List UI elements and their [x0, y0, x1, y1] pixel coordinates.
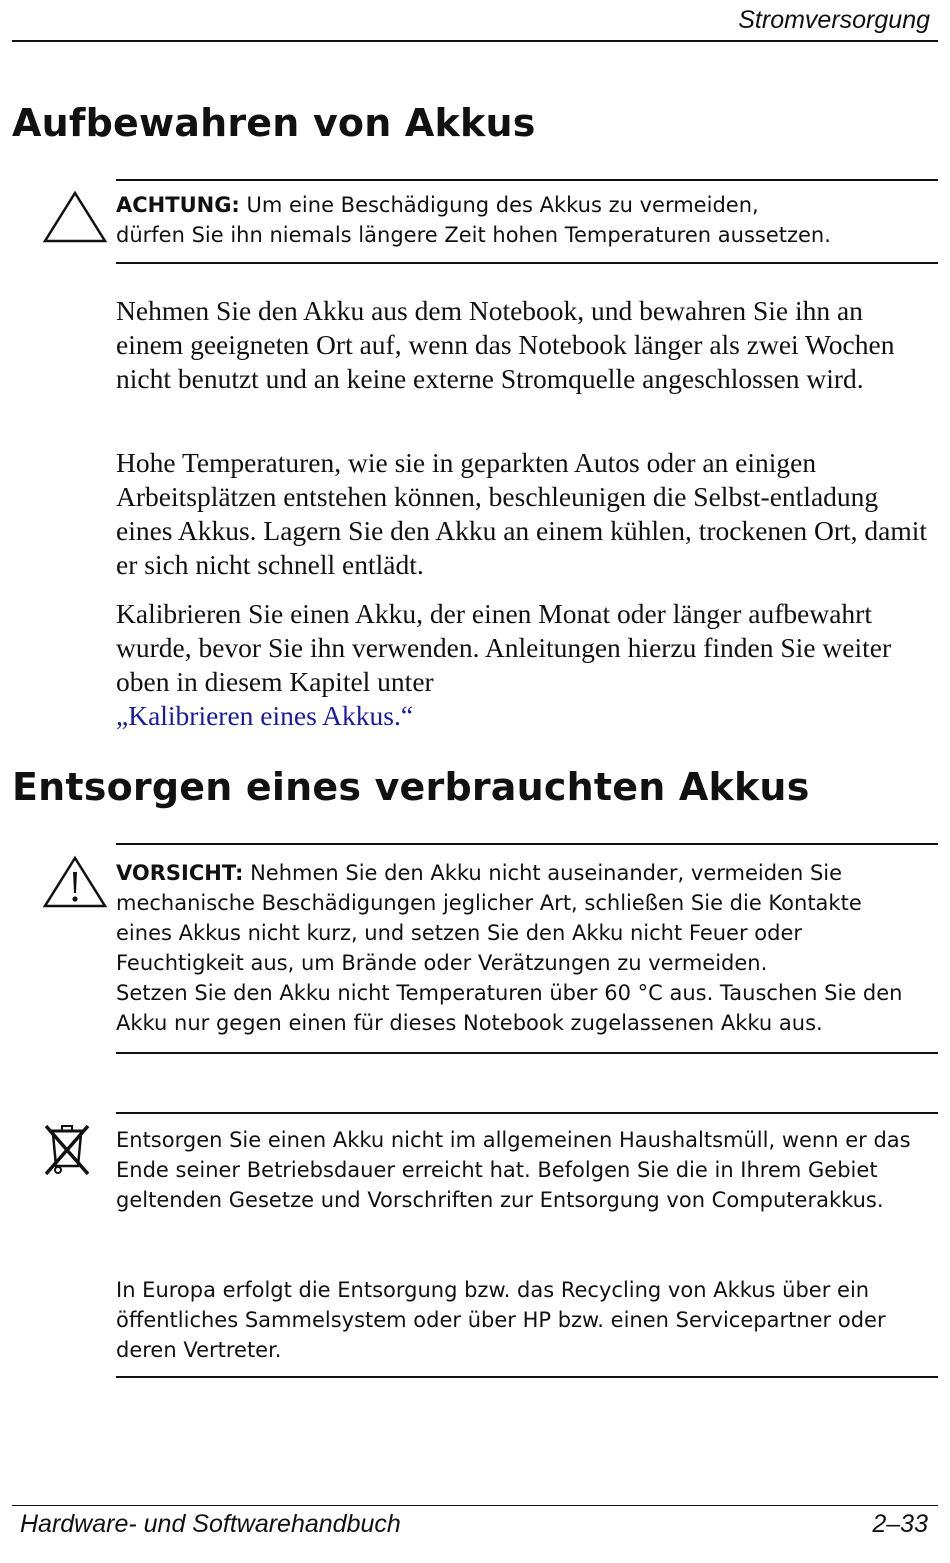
crossed-bin-icon — [44, 1122, 92, 1178]
warning-note — [116, 858, 920, 1038]
footer-rule — [12, 1505, 938, 1506]
caution-line-1: Um eine Beschädigung des Akkus zu vermeiden, — [239, 193, 759, 217]
section-heading-storage: Aufbewahren von Akkus — [12, 101, 536, 145]
paragraph-storage-1: Nehmen Sie den Akku aus dem Notebook, und bewahren Sie ihn an einem geeigneten Ort auf, wenn das Notebook länger als zwei Wochen nicht benutzt und an keine externe Stromquelle angeschlossen wird. — [116, 295, 895, 394]
caution-triangle-icon — [42, 190, 108, 244]
caution-label: ACHTUNG: — [116, 193, 240, 217]
calibrate-battery-link[interactable]: „Kalibrieren eines Akkus.“ — [116, 700, 414, 731]
paragraph-storage-3-text: Kalibrieren Sie einen Akku, der einen Monat oder länger aufbewahrt wurde, bevor Sie ihn verwenden. Anleitungen hierzu finden Sie weiter oben in diesem Kapitel unter — [116, 598, 892, 697]
paragraph-storage-2: Hohe Temperaturen, wie sie in geparkten Autos oder an einigen Arbeitsplätzen entstehen können, beschleunigen die Selbst-entladung eines Akkus. Lagern Sie den Akku an einem kühlen, trockenen Ort, damit er sich nicht schnell entlädt. — [116, 447, 928, 580]
warning-bottom-rule — [116, 1052, 938, 1054]
warning-text: Nehmen Sie den Akku nicht auseinander, vermeiden Sie mechanische Beschädigungen jeglicher Art, schließen Sie die Kontakte eines Akkus nicht kurz, und setzen Sie den Akku nicht Feuer oder Feuchtigkeit aus, um Brände oder Verätzungen zu vermeiden. — [116, 861, 862, 975]
disposal-top-rule — [116, 1112, 938, 1114]
caution-line-2: dürfen Sie ihn niemals längere Zeit hohen Temperaturen aussetzen. — [116, 223, 831, 247]
running-header: Stromversorgung — [738, 6, 930, 34]
footer-page-number: 2–33 — [872, 1510, 928, 1538]
caution-note — [116, 190, 920, 250]
section-heading-disposal: Entsorgen eines verbrauchten Akkus — [12, 765, 810, 809]
warning-top-rule — [116, 843, 938, 845]
disposal-note-2: In Europa erfolgt die Entsorgung bzw. das Recycling von Akkus über ein öffentliches Sammelsystem oder über HP bzw. einen Servicepartner oder deren Vertreter. — [116, 1278, 886, 1362]
caution-bottom-rule — [116, 262, 938, 264]
warning-exclamation-icon — [42, 855, 108, 909]
paragraph-storage-3 — [116, 597, 930, 733]
footer-book-title: Hardware- und Softwarehandbuch — [20, 1510, 401, 1538]
disposal-bottom-rule — [116, 1376, 938, 1378]
disposal-note-1: Entsorgen Sie einen Akku nicht im allgemeinen Haushaltsmüll, wenn er das Ende seiner Betriebsdauer erreicht hat. Befolgen Sie die in Ihrem Gebiet geltenden Gesetze und Vorschriften zur Entsorgung von Computerakkus. — [116, 1128, 911, 1212]
warning-text-2: Setzen Sie den Akku nicht Temperaturen über 60 °C aus. Tauschen Sie den Akku nur gegen einen für dieses Notebook zugelassenen Akku aus. — [116, 981, 903, 1035]
header-rule — [12, 40, 938, 42]
warning-label: VORSICHT: — [116, 861, 244, 885]
caution-top-rule — [116, 179, 938, 181]
